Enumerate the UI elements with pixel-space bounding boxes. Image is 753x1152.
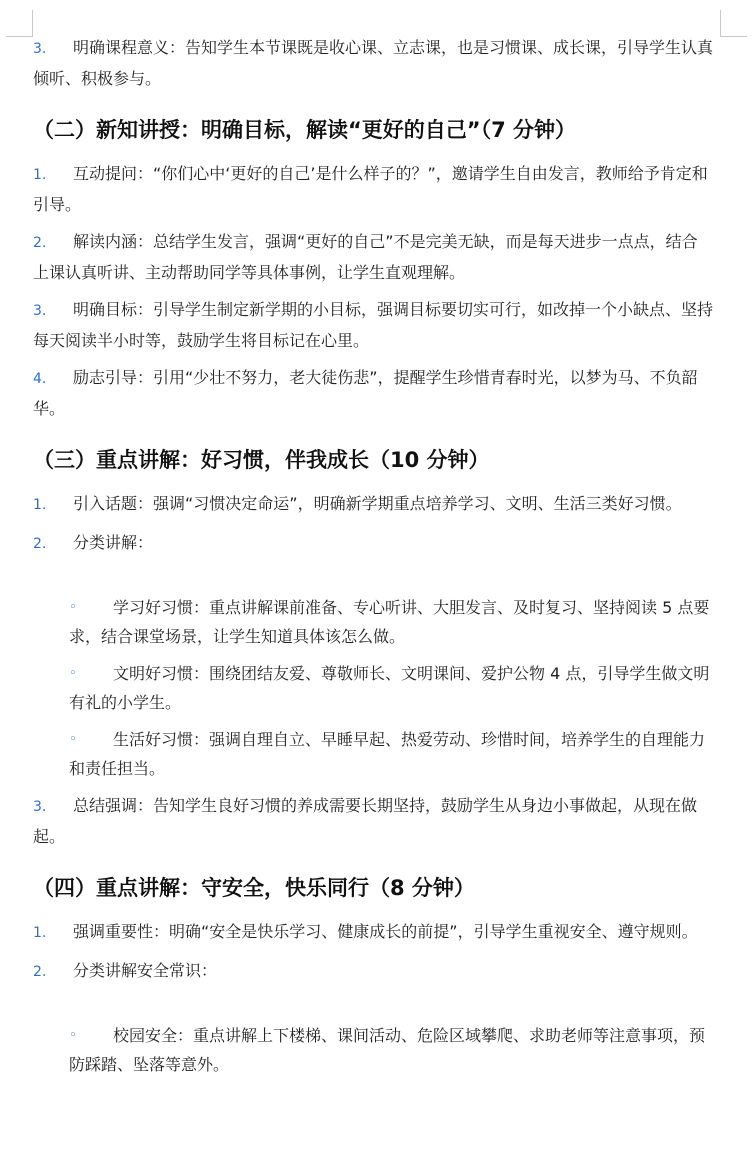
section-heading: （二）新知讲授：明确目标，解读“更好的自己”（7 分钟） bbox=[33, 118, 577, 142]
bullet-mark: ◦ bbox=[69, 600, 77, 615]
list-item-text: 强调重要性：明确“安全是快乐学习、健康成长的前提”，引导学生重视安全、遵守规则。 bbox=[73, 922, 698, 941]
sub-list-item-text: 校园安全：重点讲解上下楼梯、课间活动、危险区域攀爬、求助老师等注意事项，预防踩踏、坠落等意外。 bbox=[69, 1026, 706, 1074]
list-item-text: 互动提问：“你们心中‘更好的自己’是什么样子的？”，邀请学生自由发言，教师给予肯定和引导。 bbox=[33, 164, 708, 214]
list-item-text: 分类讲解安全常识： bbox=[73, 961, 218, 980]
list-number: 3. bbox=[33, 303, 47, 319]
list-number: 1. bbox=[33, 497, 47, 513]
list-number: 1. bbox=[33, 925, 47, 941]
sub-list-item bbox=[33, 593, 713, 651]
list-item-text: 解读内涵：总结学生发言，强调“更好的自己”不是完美无缺，而是每天进步一点点，结合上课认真听讲、主动帮助同学等具体事例，让学生直观理解。 bbox=[33, 232, 698, 282]
crop-mark-top-right bbox=[720, 10, 747, 37]
list-item-text: 分类讲解： bbox=[73, 533, 154, 552]
section-heading: （四）重点讲解：守安全，快乐同行（8 分钟） bbox=[33, 876, 475, 900]
list-item bbox=[33, 528, 713, 559]
bullet-mark: ◦ bbox=[69, 732, 77, 747]
list-number: 2. bbox=[33, 235, 47, 251]
spacer bbox=[33, 995, 713, 1021]
sub-list-item bbox=[33, 725, 713, 783]
list-item-text: 明确目标：引导学生制定新学期的小目标，强调目标要切实可行，如改掉一个小缺点、坚持每天阅读半小时等，鼓励学生将目标记在心里。 bbox=[33, 300, 714, 350]
list-item bbox=[33, 295, 713, 355]
sub-list-item bbox=[33, 659, 713, 717]
section-heading: （三）重点讲解：好习惯，伴我成长（10 分钟） bbox=[33, 448, 490, 472]
list-number: 1. bbox=[33, 167, 47, 183]
list-item-text: 励志引导：引用“少壮不努力，老大徒伤悲”，提醒学生珍惜青春时光，以梦为马、不负韶华。 bbox=[33, 368, 698, 418]
spacer bbox=[33, 567, 713, 593]
list-number: 3. bbox=[33, 41, 47, 57]
list-item-text: 总结强调：告知学生良好习惯的养成需要长期坚持，鼓励学生从身边小事做起，从现在做起。 bbox=[33, 796, 698, 846]
list-number: 2. bbox=[33, 536, 47, 552]
list-item-text: 引入话题：强调“习惯决定命运”，明确新学期重点培养学习、文明、生活三类好习惯。 bbox=[73, 494, 682, 513]
list-item bbox=[33, 33, 713, 93]
list-number: 3. bbox=[33, 799, 47, 815]
list-item bbox=[33, 363, 713, 423]
sub-list-item-text: 学习好习惯：重点讲解课前准备、专心听讲、大胆发言、及时复习、坚持阅读 5 点要求，结合课堂场景，让学生知道具体该怎么做。 bbox=[69, 598, 710, 646]
bullet-mark: ◦ bbox=[69, 666, 77, 681]
list-item-text: 明确课程意义：告知学生本节课既是收心课、立志课，也是习惯课、成长课，引导学生认真倾听、积极参与。 bbox=[33, 38, 714, 88]
list-item bbox=[33, 917, 713, 948]
list-item bbox=[33, 159, 713, 219]
bullet-mark: ◦ bbox=[69, 1028, 77, 1043]
list-number: 4. bbox=[33, 371, 47, 387]
list-item bbox=[33, 489, 713, 520]
sub-list-item bbox=[33, 1021, 713, 1079]
sub-list-item-text: 生活好习惯：强调自理自立、早睡早起、热爱劳动、珍惜时间，培养学生的自理能力和责任担当。 bbox=[69, 730, 706, 778]
list-item bbox=[33, 227, 713, 287]
list-item bbox=[33, 956, 713, 987]
list-item bbox=[33, 791, 713, 851]
list-number: 2. bbox=[33, 964, 47, 980]
crop-mark-top-left bbox=[6, 10, 33, 37]
document-page bbox=[33, 33, 713, 1087]
sub-list-item-text: 文明好习惯：围绕团结友爱、尊敬师长、文明课间、爱护公物 4 点，引导学生做文明有礼的小学生。 bbox=[69, 664, 710, 712]
